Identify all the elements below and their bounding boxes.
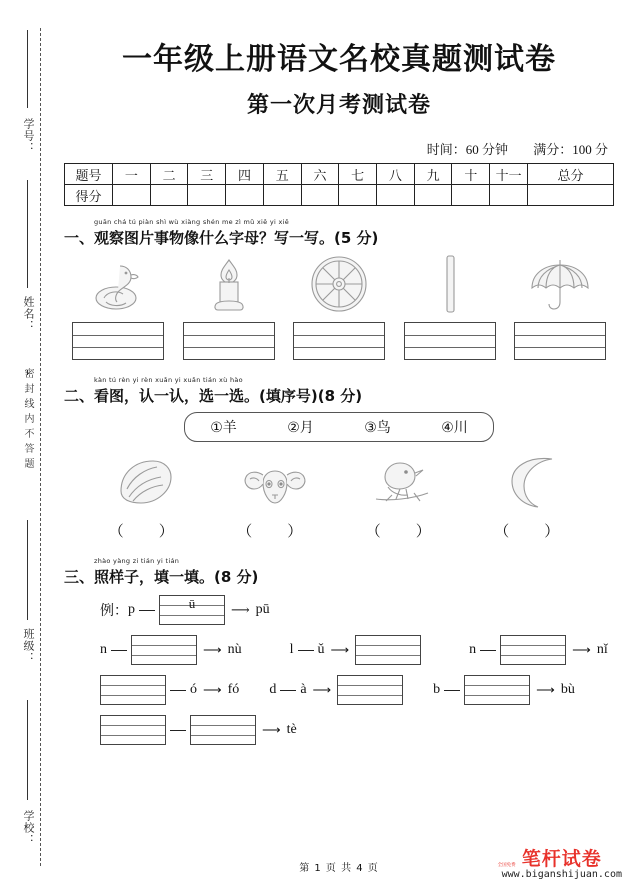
question-1-pinyin: guān chá tú piàn shì wù xiàng shén me zì mǔ xiě yi xiě <box>94 218 289 226</box>
example-initial: p <box>128 602 135 617</box>
fill-2-1-final: à <box>300 682 307 697</box>
fill-2-0-dash <box>170 690 186 691</box>
page-subtitle: 第一次月考测试卷 <box>246 92 431 118</box>
margin-label-name: 姓名： <box>22 296 35 332</box>
fill-1-0-arrow-icon: ⟶ <box>203 642 222 657</box>
river-icon <box>91 450 201 516</box>
question-3-number: 三、 <box>64 568 95 586</box>
score-col-3: 四 <box>226 164 264 185</box>
score-cell-10[interactable] <box>490 185 528 206</box>
question-2-heading <box>64 385 614 406</box>
fill-2-0-final: ó <box>190 682 197 697</box>
question-3-heading <box>64 566 614 587</box>
question-2-text: 看图，认一认，选一选。(填序号)(8 分) <box>94 387 363 405</box>
score-col-10: 十一 <box>490 164 528 185</box>
fill-1-1-final: ǔ <box>317 642 325 657</box>
exam-page <box>46 0 632 892</box>
fill-item-1-1 <box>290 635 422 665</box>
question-2-option-box <box>184 412 494 442</box>
fill-item-2-1 <box>269 675 403 705</box>
option-2[interactable]: ②月 <box>287 420 314 436</box>
question-3-row-2 <box>64 675 614 705</box>
score-col-2: 三 <box>188 164 226 185</box>
question-3-row-1 <box>64 635 614 665</box>
score-cell-0[interactable] <box>113 185 151 206</box>
question-2-pinyin: kàn tú rèn yi rèn xuǎn yi xuǎn tián xù hào <box>94 376 243 384</box>
fill-1-2-initial: n <box>469 642 477 657</box>
question-2-item-3 <box>477 450 587 541</box>
fill-3-0-result: tè <box>286 722 297 737</box>
margin-label-school: 学校： <box>22 810 35 846</box>
fill-item-3-0 <box>100 715 297 745</box>
score-col-6: 七 <box>339 164 377 185</box>
seal-solid-5 <box>27 700 28 800</box>
fill-2-1-arrow-icon: ⟶ <box>312 682 332 697</box>
question-1-text: 观察图片事物像什么字母？写一写。(5 分) <box>94 229 379 247</box>
time-label: 时间：60 分钟 <box>426 142 508 157</box>
fill-2-2-dash <box>444 690 460 691</box>
score-cell-1[interactable] <box>150 185 188 206</box>
option-1[interactable]: ①羊 <box>210 420 237 436</box>
question-1-item-0 <box>70 252 166 360</box>
score-cell-9[interactable] <box>452 185 490 206</box>
stick-icon <box>402 252 498 314</box>
fill-1-2-arrow-icon: ⟶ <box>572 642 591 657</box>
fill-1-0-initial: n <box>100 642 107 657</box>
fill-1-0-result: nù <box>227 642 242 657</box>
fill-1-1-dash <box>298 650 314 651</box>
question-1-item-2 <box>291 252 387 360</box>
fill-2-2-arrow-icon: ⟶ <box>536 682 555 697</box>
question-2-item-0 <box>91 450 201 541</box>
answer-box-1-1[interactable] <box>183 322 275 360</box>
bird-icon <box>348 450 458 516</box>
example-box[interactable] <box>159 595 225 625</box>
score-col-1: 二 <box>150 164 188 185</box>
full-score-label: 满分：100 分 <box>533 142 608 157</box>
score-table-value-row <box>65 185 614 206</box>
fill-2-0-arrow-icon: ⟶ <box>203 682 222 697</box>
fill-2-2-box[interactable] <box>464 675 530 705</box>
page-title: 一年级上册语文名校真题测试卷 <box>122 42 556 77</box>
fill-1-1-initial: l <box>289 642 294 657</box>
score-col-4: 五 <box>263 164 301 185</box>
example-dash <box>139 610 155 611</box>
score-cell-total[interactable] <box>528 185 614 206</box>
fill-1-2-result: nǐ <box>596 642 608 657</box>
fill-2-1-box[interactable] <box>337 675 403 705</box>
question-2-item-1 <box>220 450 330 541</box>
option-3[interactable]: ③鸟 <box>364 420 391 436</box>
question-3 <box>64 557 614 745</box>
example-box-text: ū <box>188 596 196 611</box>
fill-1-2-dash <box>480 650 496 651</box>
margin-label-student-id: 学号： <box>22 118 35 154</box>
seal-solid-2 <box>27 180 28 288</box>
fill-3-0-box-b[interactable] <box>190 715 256 745</box>
fill-1-2-box[interactable] <box>500 635 566 665</box>
score-total-label: 总分 <box>528 164 614 185</box>
candle-icon <box>181 252 277 314</box>
exam-meta <box>64 139 614 158</box>
score-cell-7[interactable] <box>377 185 415 206</box>
answer-box-1-4[interactable] <box>514 322 606 360</box>
score-cell-6[interactable] <box>339 185 377 206</box>
ram-icon <box>220 450 330 516</box>
question-1-heading <box>64 227 614 248</box>
answer-paren-2-3[interactable]: （ ） <box>494 522 570 540</box>
fill-3-0-dash <box>170 730 186 731</box>
question-1-item-4 <box>512 252 608 360</box>
answer-paren-2-2[interactable]: （ ） <box>365 522 441 540</box>
example-group <box>100 595 614 625</box>
watermark-title: 笔杆试卷 <box>521 848 602 870</box>
question-1-item-3 <box>402 252 498 360</box>
seal-solid-1 <box>27 30 28 108</box>
question-3-example-row <box>64 595 614 625</box>
score-cell-4[interactable] <box>263 185 301 206</box>
question-3-row-3 <box>64 715 614 745</box>
score-col-7: 八 <box>377 164 415 185</box>
answer-box-1-0[interactable] <box>72 322 164 360</box>
umbrella-icon <box>512 252 608 314</box>
option-4[interactable]: ④川 <box>441 420 468 436</box>
score-col-5: 六 <box>301 164 339 185</box>
question-2-number: 二、 <box>64 387 95 405</box>
fill-3-0-arrow-icon: ⟶ <box>262 722 281 737</box>
seal-solid-4 <box>27 520 28 620</box>
fill-1-0-dash <box>111 650 127 651</box>
wheel-icon <box>291 252 387 314</box>
question-1 <box>64 218 614 360</box>
score-row-label-1: 得分 <box>65 185 113 206</box>
example-label: 例： <box>100 604 128 619</box>
question-1-item-1 <box>181 252 277 360</box>
answer-paren-2-1[interactable]: （ ） <box>237 522 313 540</box>
seal-dashed-line <box>40 28 41 866</box>
page-footer: 第 1 页 共 4 页 <box>299 863 379 874</box>
example-arrow-icon: ⟶ <box>231 602 250 617</box>
moon-icon <box>477 450 587 516</box>
question-3-text: 照样子，填一填。(8 分) <box>94 568 259 586</box>
question-1-number: 一、 <box>64 229 95 247</box>
answer-paren-2-0[interactable]: （ ） <box>108 522 184 540</box>
fill-1-1-box[interactable] <box>355 635 421 665</box>
score-cell-2[interactable] <box>188 185 226 206</box>
fill-2-1-initial: d <box>269 682 277 697</box>
fill-2-2-result: bù <box>560 682 575 697</box>
fill-2-1-dash <box>280 690 296 691</box>
fill-1-1-arrow-icon: ⟶ <box>330 642 350 657</box>
score-cell-5[interactable] <box>301 185 339 206</box>
score-table-header-row <box>65 164 614 185</box>
watermark-badge: 全国免费 <box>497 863 516 868</box>
fill-2-0-box[interactable] <box>100 675 166 705</box>
watermark <box>497 844 622 880</box>
answer-box-1-2[interactable] <box>293 322 385 360</box>
goose-icon <box>70 252 166 314</box>
question-2 <box>64 376 614 541</box>
margin-label-class: 班级： <box>22 628 35 664</box>
score-cell-8[interactable] <box>414 185 452 206</box>
seal-margin <box>0 0 46 892</box>
fill-2-0-result: fó <box>227 682 240 697</box>
fill-item-1-2 <box>469 635 608 665</box>
score-row-label-0: 题号 <box>65 164 113 185</box>
score-col-9: 十 <box>452 164 490 185</box>
score-cell-3[interactable] <box>226 185 264 206</box>
example-result: pū <box>255 602 270 617</box>
question-2-item-2 <box>348 450 458 541</box>
question-2-picture-row <box>64 450 614 541</box>
fill-item-1-0 <box>100 635 242 665</box>
fill-2-2-initial: b <box>433 682 441 697</box>
fill-item-2-0 <box>100 675 239 705</box>
fill-item-2-2 <box>433 675 575 705</box>
question-3-pinyin: zhào yàng zi tián yi tián <box>94 557 180 565</box>
score-col-0: 一 <box>113 164 151 185</box>
margin-seal-text: 密封线内不答题 <box>22 368 33 473</box>
watermark-url: www.biganshijuan.com <box>501 869 622 880</box>
fill-3-0-box-a[interactable] <box>100 715 166 745</box>
score-col-8: 九 <box>414 164 452 185</box>
score-table <box>64 163 614 206</box>
question-1-picture-row <box>64 252 614 360</box>
fill-1-0-box[interactable] <box>131 635 197 665</box>
answer-box-1-3[interactable] <box>404 322 496 360</box>
